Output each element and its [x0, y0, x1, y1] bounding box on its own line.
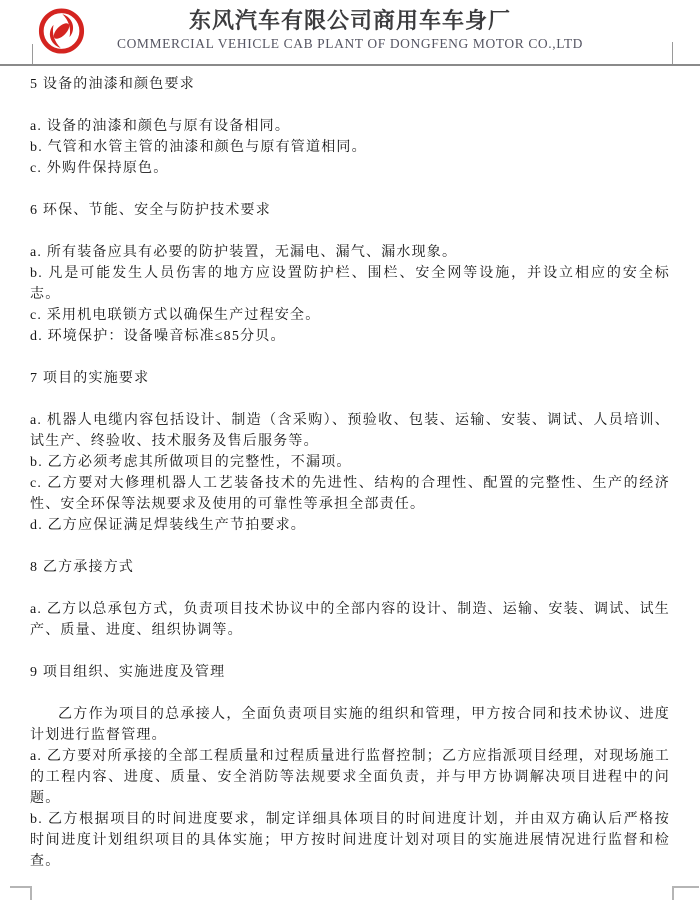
margin-mark-top-right — [672, 42, 673, 64]
clause-item: b. 凡是可能发生人员伤害的地方应设置防护栏、围栏、安全网等设施，并设立相应的安全标志。 — [30, 266, 670, 302]
clause-item: d. 环境保护：设备噪音标准≤85分贝。 — [30, 329, 286, 344]
margin-mark-bottom-left — [10, 886, 32, 900]
section-5-paint-color — [30, 74, 670, 179]
section-6-safety-protection — [30, 200, 670, 347]
section-heading: 9 项目组织、实施进度及管理 — [30, 665, 226, 680]
clause-item: c. 采用机电联锁方式以确保生产过程安全。 — [30, 308, 321, 323]
clause-item: b. 乙方根据项目的时间进度要求，制定详细具体项目的时间进度计划，并由双方确认后严格按时间进度计划组织项目的具体实施；甲方按时间进度计划对项目的实施进展情况进行监督和检查。 — [30, 812, 670, 869]
section-8-contracting-mode — [30, 557, 670, 641]
clause-item: b. 气管和水管主管的油漆和颜色与原有管道相同。 — [30, 140, 367, 155]
section-intro-paragraph: 乙方作为项目的总承接人，全面负责项目实施的组织和管理，甲方按合同和技术协议、进度计划进行监督管理。 — [30, 707, 670, 743]
section-9-organization-schedule — [30, 662, 670, 872]
clause-item: a. 乙方要对所承接的全部工程质量和过程质量进行监督控制；乙方应指派项目经理，对现场施工的工程内容、进度、质量、安全消防等法规要求全面负责，并与甲方协调解决项目进程中的问题。 — [30, 749, 671, 806]
margin-mark-bottom-right — [672, 886, 699, 900]
clause-item: b. 乙方必须考虑其所做项目的完整性，不漏项。 — [30, 455, 352, 470]
clause-item: a. 设备的油漆和颜色与原有设备相同。 — [30, 119, 291, 134]
section-heading: 7 项目的实施要求 — [30, 371, 150, 386]
company-title-en: COMMERCIAL VEHICLE CAB PLANT OF DONGFENG MOTOR CO.,LTD — [116, 36, 584, 51]
clause-item: a. 机器人电缆内容包括设计、制造（含采购）、预验收、包装、运输、安装、调试、人员培训、试生产、终验收、技术服务及售后服务等。 — [30, 413, 670, 449]
clause-item: c. 外购件保持原色。 — [30, 161, 169, 176]
header-titles — [0, 8, 700, 52]
section-7-implementation — [30, 368, 670, 536]
section-heading: 5 设备的油漆和颜色要求 — [30, 77, 195, 92]
clause-item: c. 乙方要对大修理机器人工艺装备技术的先进性、结构的合理性、配置的完整性、生产的经济性、安全环保等法规要求及使用的可靠性等承担全部责任。 — [30, 476, 670, 512]
clause-item: d. 乙方应保证满足焊装线生产节拍要求。 — [30, 518, 306, 533]
section-heading: 6 环保、节能、安全与防护技术要求 — [30, 203, 271, 218]
document-body — [0, 66, 700, 872]
clause-item: a. 所有装备应具有必要的防护装置，无漏电、漏气、漏水现象。 — [30, 245, 458, 260]
margin-mark-top-left — [32, 44, 33, 64]
company-title-cn: 东风汽车有限公司商用车车身厂 — [188, 8, 511, 33]
section-heading: 8 乙方承接方式 — [30, 560, 135, 575]
page-header — [0, 0, 700, 66]
clause-item: a. 乙方以总承包方式，负责项目技术协议中的全部内容的设计、制造、运输、安装、调试、试生产、质量、进度、组织协调等。 — [30, 602, 671, 638]
